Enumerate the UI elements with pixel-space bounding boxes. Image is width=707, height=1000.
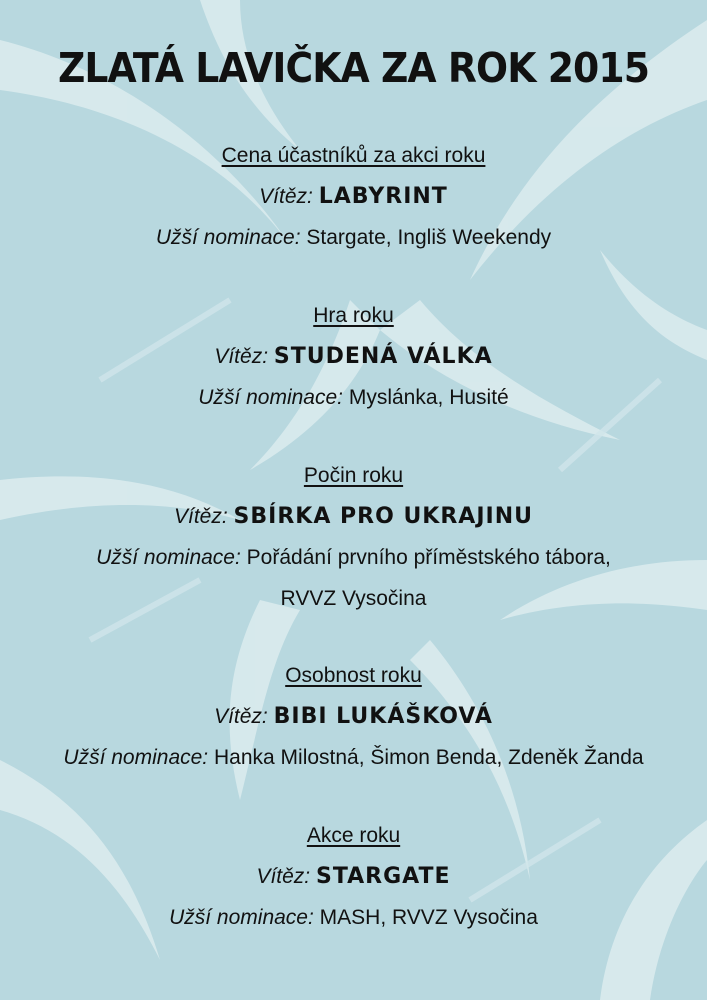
award-category-0: [0, 135, 707, 258]
nominees-label: Užší nominace:: [96, 546, 241, 569]
category-name: Osobnost roku: [285, 664, 422, 687]
nominees-label: Užší nominace:: [63, 746, 209, 769]
winner-label: Vítěz:: [214, 345, 269, 368]
winner-label: Vítěz:: [256, 865, 311, 888]
nominees-label: Užší nominace:: [169, 906, 314, 929]
category-name: Akce roku: [306, 824, 401, 847]
nominees-label: Užší nominace:: [155, 226, 301, 249]
nominees-list-continued: RVVZ Vysočina: [280, 587, 427, 610]
winner-name: STARGATE: [316, 864, 451, 889]
category-name: Hra roku: [313, 304, 394, 327]
award-category-2: [0, 455, 707, 619]
award-category-3: [0, 655, 707, 778]
winner-name: BIBI LUKÁŠKOVÁ: [273, 704, 493, 729]
award-category-4: [0, 815, 707, 938]
winner-name: LABYRINT: [318, 184, 448, 209]
nominees-label: Užší nominace:: [198, 386, 343, 409]
category-name: Cena účastníků za akci roku: [221, 144, 486, 167]
winner-name: SBÍRKA PRO UKRAJINU: [233, 504, 533, 529]
winner-label: Vítěz:: [214, 705, 268, 728]
winner-label: Vítěz:: [259, 185, 313, 208]
nominees-list: Hanka Milostná, Šimon Benda, Zdeněk Žanda: [214, 746, 644, 769]
nominees-list: Stargate, Ingliš Weekendy: [306, 226, 552, 249]
nominees-list: MASH, RVVZ Vysočina: [319, 906, 538, 929]
winner-label: Vítěz:: [174, 505, 228, 528]
winner-name: STUDENÁ VÁLKA: [273, 344, 493, 369]
category-name: Počin roku: [303, 464, 404, 487]
nominees-list: Myslánka, Husité: [348, 386, 509, 409]
page-title: ZLATÁ LAVIČKA ZA ROK 2015: [57, 44, 650, 92]
award-category-1: [0, 295, 707, 418]
nominees-list: Pořádání prvního příměstského tábora,: [246, 546, 611, 569]
